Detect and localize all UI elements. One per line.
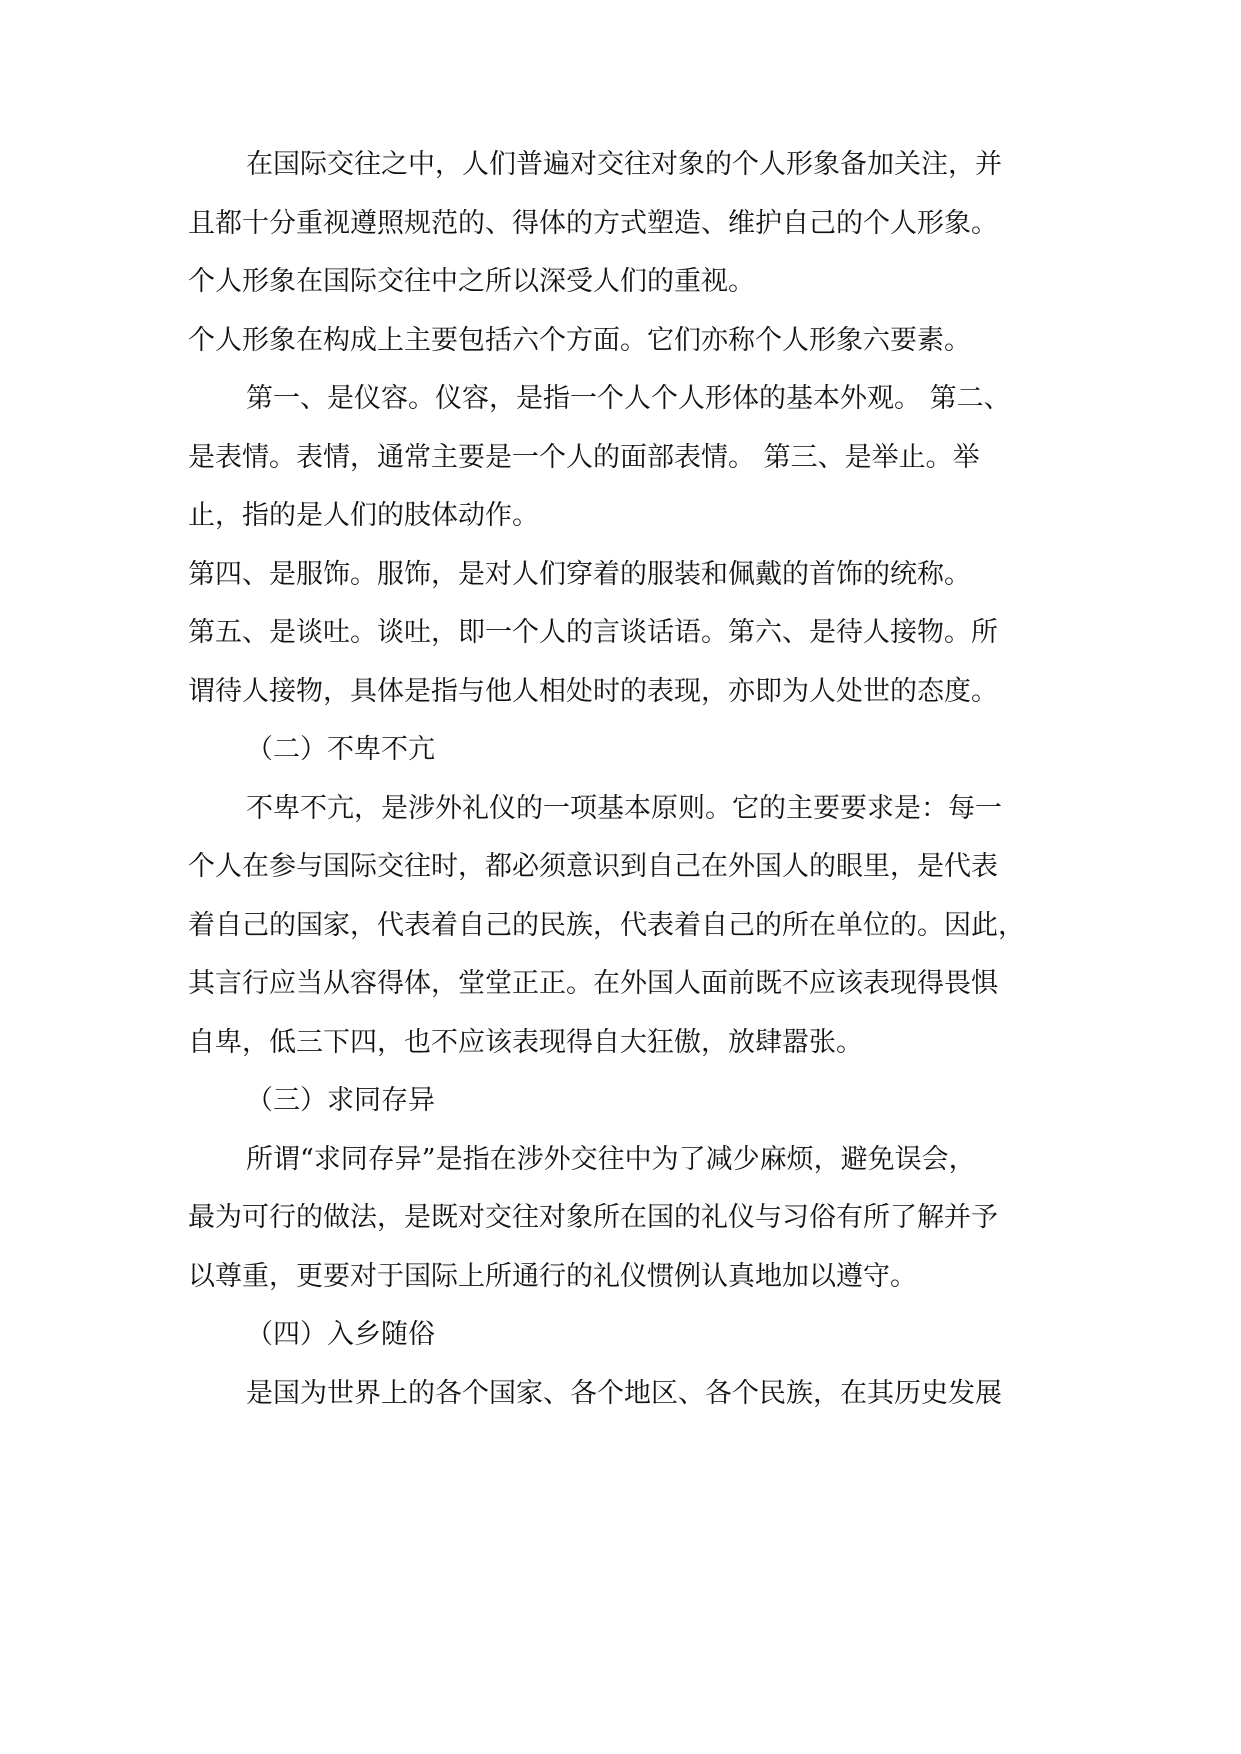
paragraph-line-5: 第一、是仪容。仪容，是指一个人个人形体的基本外观。 第二、 [246, 383, 1011, 414]
paragraph-line-18: 所谓“求同存异”是指在涉外交往中为了减少麻烦，避免误会， [246, 1144, 976, 1175]
paragraph-line-16: 自卑，低三下四，也不应该表现得自大狂傲，放肆嚣张。 [188, 1027, 863, 1058]
paragraph-line-13: 个人在参与国际交往时，都必须意识到自己在外国人的眼里，是代表 [188, 851, 998, 882]
paragraph-line-3: 个人形象在国际交往中之所以深受人们的重视。 [188, 266, 755, 297]
paragraph-line-22: 是国为世界上的各个国家、各个地区、各个民族，在其历史发展 [246, 1378, 1002, 1409]
paragraph-line-9: 第五、是谈吐。谈吐，即一个人的言谈话语。第六、是待人接物。所 [188, 617, 998, 648]
paragraph-line-4: 个人形象在构成上主要包括六个方面。它们亦称个人形象六要素。 [188, 325, 971, 356]
paragraph-line-19: 最为可行的做法，是既对交往对象所在国的礼仪与习俗有所了解并予 [188, 1202, 998, 1233]
paragraph-line-2: 且都十分重视遵照规范的、得体的方式塑造、维护自己的个人形象。 [188, 208, 998, 239]
section-heading-2: （二）不卑不亢 [246, 734, 435, 765]
paragraph-line-12: 不卑不亢，是涉外礼仪的一项基本原则。它的主要要求是：每一 [246, 793, 1002, 824]
paragraph-line-15: 其言行应当从容得体，堂堂正正。在外国人面前既不应该表现得畏惧 [188, 968, 998, 999]
paragraph-line-20: 以尊重，更要对于国际上所通行的礼仪惯例认真地加以遵守。 [188, 1261, 917, 1292]
paragraph-line-7: 止，指的是人们的肢体动作。 [188, 500, 539, 531]
section-heading-4: （四）入乡随俗 [246, 1319, 435, 1350]
paragraph-line-10: 谓待人接物，具体是指与他人相处时的表现，亦即为人处世的态度。 [188, 676, 998, 707]
paragraph-line-14: 着自己的国家，代表着自己的民族，代表着自己的所在单位的。因此， [188, 910, 1025, 941]
section-heading-3: （三）求同存异 [246, 1085, 435, 1116]
paragraph-line-6: 是表情。表情，通常主要是一个人的面部表情。 第三、是举止。举 [188, 442, 980, 473]
paragraph-line-8: 第四、是服饰。服饰，是对人们穿着的服装和佩戴的首饰的统称。 [188, 559, 971, 590]
paragraph-line-1: 在国际交往之中，人们普遍对交往对象的个人形象备加关注，并 [246, 149, 1002, 180]
